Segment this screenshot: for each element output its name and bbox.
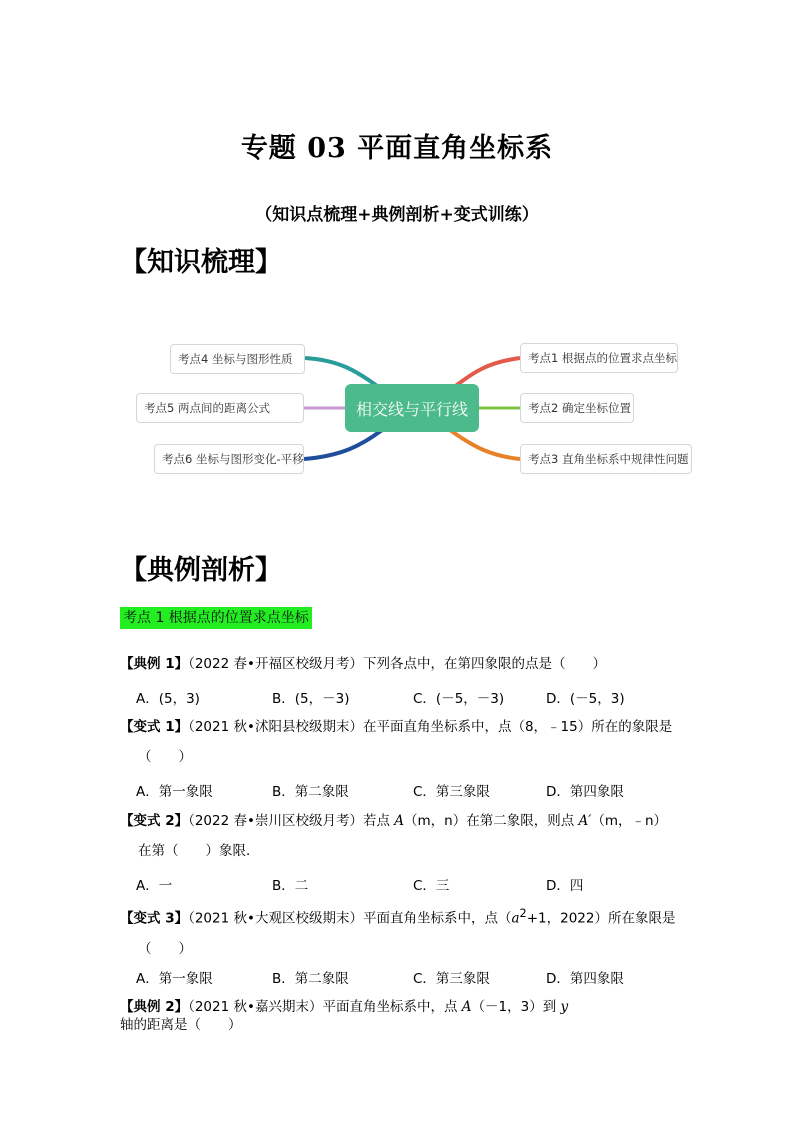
mind-map-center-node: 相交线与平行线 — [345, 384, 479, 432]
point-variable: A — [394, 813, 405, 829]
option-a: A．一 — [136, 878, 173, 894]
question-text: 轴的距离是（ ） — [120, 1017, 242, 1033]
option-d: D．第四象限 — [546, 784, 624, 800]
question-source: （2021 秋•嘉兴期末） — [188, 999, 323, 1015]
option-c: C．第三象限 — [413, 784, 490, 800]
mind-map-node-1: 考点1 根据点的位置求点坐标 — [520, 343, 678, 373]
option-d: D．第四象限 — [546, 971, 624, 987]
mind-map-node-2: 考点2 确定坐标位置 — [520, 393, 634, 423]
question-variant-1 — [120, 718, 690, 766]
question-text-continued: 在第（ ）象限． — [138, 843, 260, 859]
question-text: 下列各点中，在第四象限的点是（ ） — [362, 656, 606, 672]
question-text: 若点 — [362, 813, 395, 829]
option-a: A．第一象限 — [136, 784, 213, 800]
section-heading-knowledge: 【知识梳理】 — [120, 247, 282, 278]
question-text: +1，2022）所在象限是 — [526, 910, 676, 927]
page-subtitle: （知识点梳理+典例剖析+变式训练） — [255, 205, 539, 225]
option-a: A．(5，3) — [136, 691, 200, 707]
topic-tag: 考点 1 根据点的位置求点坐标 — [120, 607, 312, 629]
mind-map-node-4: 考点4 坐标与图形性质 — [170, 344, 305, 374]
option-c: C．第三象限 — [413, 971, 490, 987]
section-heading-examples: 【典例剖析】 — [120, 555, 282, 586]
question-text: 平面直角坐标系中，点（ — [362, 910, 512, 927]
mind-map-node-5: 考点5 两点间的距离公式 — [136, 393, 304, 423]
mind-map-node-6: 考点6 坐标与图形变化-平移 — [154, 444, 304, 474]
point-variable: A′ — [578, 813, 592, 829]
question-example-2 — [120, 998, 690, 1034]
axis-variable: y — [560, 999, 569, 1015]
math-exponent: 2 — [519, 907, 527, 920]
branch-line-3 — [450, 430, 520, 459]
option-c: C．三 — [413, 878, 450, 894]
option-b: B．第二象限 — [272, 971, 349, 987]
question-text-continued: （ ） — [138, 940, 192, 957]
question-text: （m，n）在第二象限，则点 — [404, 813, 579, 829]
question-example-1 — [120, 655, 690, 673]
question-text: 在平面直角坐标系中，点（8，﹣15）所在的象限是 — [362, 719, 673, 735]
question-text: 平面直角坐标系中，点 — [322, 999, 462, 1015]
question-text: （m，﹣n） — [591, 813, 668, 829]
question-text-continued: （ ） — [138, 749, 192, 765]
question-variant-2 — [120, 812, 690, 860]
point-variable: A — [461, 999, 472, 1015]
question-source: （2021 秋•大观区校级期末） — [188, 910, 363, 927]
branch-line-6 — [304, 430, 382, 459]
question-source: （2022 春•开福区校级月考） — [188, 656, 363, 672]
question-label: 【典例 1】 — [120, 656, 189, 672]
option-a: A．第一象限 — [136, 971, 213, 987]
question-text: （－1，3）到 — [471, 999, 561, 1015]
option-d: D．四 — [546, 878, 584, 894]
mind-map-node-3: 考点3 直角坐标系中规律性问题 — [520, 444, 692, 474]
question-label: 【典例 2】 — [120, 999, 189, 1015]
question-source: （2022 春•崇川区校级月考） — [188, 813, 363, 829]
math-variable: a — [511, 910, 520, 927]
question-source: （2021 秋•沭阳县校级期末） — [188, 719, 363, 735]
option-c: C．(－5，－3) — [413, 691, 505, 707]
question-label: 【变式 3】 — [120, 910, 189, 927]
option-b: B．第二象限 — [272, 784, 349, 800]
question-label: 【变式 1】 — [120, 719, 189, 735]
question-label: 【变式 2】 — [120, 813, 189, 829]
option-d: D．(－5，3) — [546, 691, 625, 707]
option-b: B．二 — [272, 878, 309, 894]
mind-map — [130, 330, 700, 490]
question-variant-3 — [120, 905, 690, 958]
option-b: B．(5，－3) — [272, 691, 350, 707]
page-title: 专题 03 平面直角坐标系 — [240, 133, 554, 164]
